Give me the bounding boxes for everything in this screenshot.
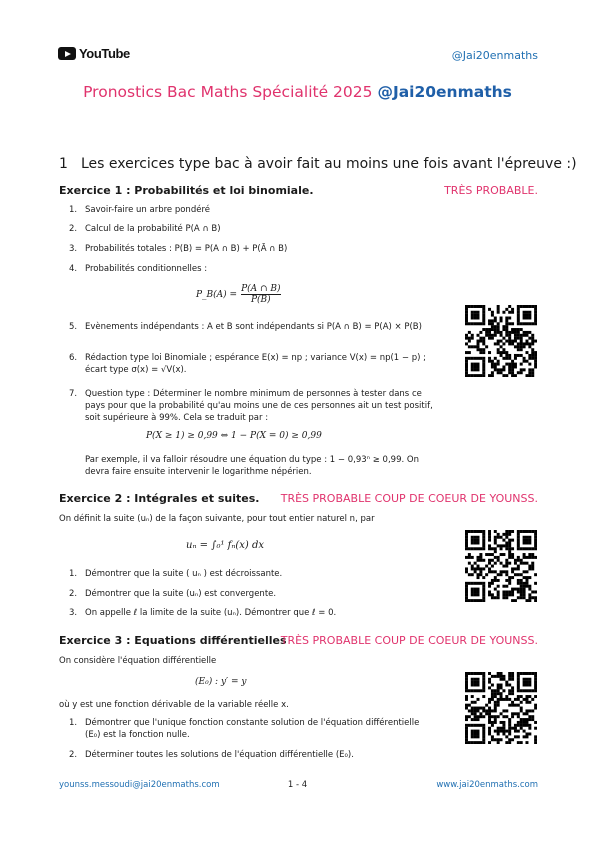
list-item: 4. Probabilités conditionnelles : <box>69 264 208 274</box>
exercise-3-heading: Exercice 3 : Equations différentielles <box>59 634 287 647</box>
header-handle[interactable]: @Jai20enmaths <box>451 49 538 62</box>
inequality-formula: P(X ≥ 1) ≥ 0,99 ⇔ 1 − P(X = 0) ≥ 0,99 <box>146 431 322 441</box>
list-item: 7. Question type : Déterminer le nombre minimum de personnes à tester dans ce pays pour que la probabilité qu'au moins une de ces personnes ait un test positif, soit supérieure à 99%. Cela se traduit par : <box>69 389 433 423</box>
youtube-logo <box>58 46 130 61</box>
exercise-3-tag: TRÈS PROBABLE COUP DE COEUR DE YOUNSS. <box>280 634 538 647</box>
section-title: Les exercices type bac à avoir fait au moins une fois avant l'épreuve :) <box>81 156 577 172</box>
footer-email[interactable]: younss.messoudi@jai20enmaths.com <box>59 780 220 790</box>
exercise-3-intro: On considère l'équation différentielle <box>59 656 217 666</box>
list-item: 3. Probabilités totales : P(B) = P(A ∩ B) + P(Ā ∩ B) <box>69 244 288 254</box>
list-item: 1. Démontrer que l'unique fonction constante solution de l'équation différentielle (E₀) est la fonction nulle. <box>69 718 420 740</box>
exercise-1-tag: TRÈS PROBABLE. <box>444 184 538 197</box>
list-item: 2. Déterminer toutes les solutions de l'équation différentielle (E₀). <box>69 750 354 760</box>
conditional-probability-formula: P_B(A) = $\frac{P(A \cap B)}{P(B)}$ <box>196 284 281 305</box>
page-number: 1 - 4 <box>287 780 308 790</box>
exercise-1-tail: Par exemple, il va falloir résoudre une équation du type : 1 − 0,93ⁿ ≥ 0,99. On devra faire ensuite intervenir le logarithme népérien. <box>85 455 419 477</box>
section-number: 1 <box>59 156 68 172</box>
exercise-3-after: où y est une fonction dérivable de la variable réelle x. <box>59 700 289 710</box>
page-title <box>0 83 595 101</box>
qr-code-icon[interactable] <box>465 530 537 602</box>
youtube-wordmark: YouTube <box>79 46 130 61</box>
title-main: Pronostics Bac Maths Spécialité 2025 <box>83 83 373 101</box>
list-item: 2. Démontrer que la suite (uₙ) est convergente. <box>69 589 277 599</box>
list-item: 3. On appelle ℓ la limite de la suite (uₙ). Démontrer que ℓ = 0. <box>69 608 337 618</box>
list-item: 1. Savoir-faire un arbre pondéré <box>69 205 210 215</box>
exercise-1-heading: Exercice 1 : Probabilités et loi binomiale. <box>59 184 314 197</box>
exercise-2-intro: On définit la suite (uₙ) de la façon suivante, pour tout entier naturel n, par <box>59 514 375 524</box>
exercise-2-tag: TRÈS PROBABLE COUP DE COEUR DE YOUNSS. <box>280 492 538 505</box>
list-item: 1. Démontrer que la suite ( uₙ ) est décroissante. <box>69 569 283 579</box>
qr-code-icon[interactable] <box>465 672 537 744</box>
section-heading <box>59 156 577 172</box>
exercise-2-heading: Exercice 2 : Intégrales et suites. <box>59 492 260 505</box>
youtube-play-icon <box>58 47 76 60</box>
list-item: 5. Evènements indépendants : A et B sont indépendants si P(A ∩ B) = P(A) × P(B) <box>69 322 422 332</box>
title-handle: @Jai20enmaths <box>377 83 512 101</box>
differential-equation: (E₀) : y′ = y <box>195 677 247 687</box>
footer-site[interactable]: www.jai20enmaths.com <box>436 780 538 790</box>
integral-formula: uₙ = ∫₀¹ fₙ(x) dx <box>186 540 265 551</box>
qr-code-icon[interactable] <box>465 305 537 377</box>
list-item: 6. Rédaction type loi Binomiale ; espérance E(x) = np ; variance V(x) = np(1 − p) ; écart type σ(x) = √V(x). <box>69 353 427 375</box>
list-item: 2. Calcul de la probabilité P(A ∩ B) <box>69 224 221 234</box>
